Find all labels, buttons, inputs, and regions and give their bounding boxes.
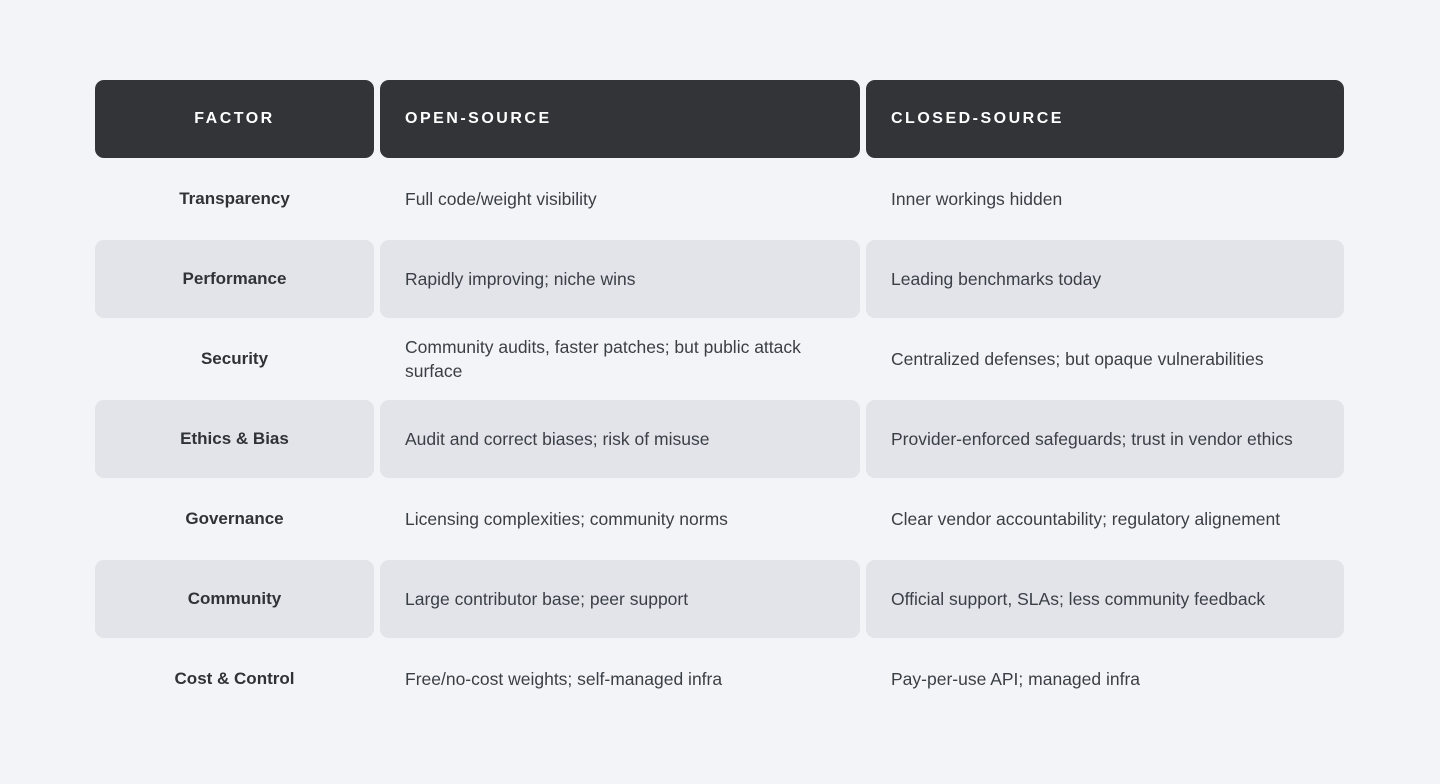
header-cell-open-source: OPEN-SOURCE — [380, 80, 860, 158]
open-source-cell: Licensing complexities; community norms — [405, 509, 728, 529]
table-header-row — [95, 80, 1344, 158]
factor-cell: Ethics & Bias — [95, 400, 374, 478]
table-row — [95, 480, 1344, 558]
factor-cell: Governance — [185, 509, 284, 528]
table-row — [95, 560, 1344, 638]
open-source-cell: Large contributor base; peer support — [380, 560, 860, 638]
factor-cell: Transparency — [179, 189, 290, 208]
closed-source-cell: Pay-per-use API; managed infra — [891, 669, 1141, 689]
factor-cell: Cost & Control — [174, 669, 295, 688]
header-cell-factor: FACTOR — [95, 80, 374, 158]
open-source-cell: Audit and correct biases; risk of misuse — [380, 400, 860, 478]
table-row — [95, 320, 1344, 398]
table-row — [95, 640, 1344, 718]
open-source-cell: Community audits, faster patches; but public attack surface — [405, 337, 801, 381]
header-cell-closed-source: CLOSED-SOURCE — [866, 80, 1344, 158]
table-row — [95, 160, 1344, 238]
closed-source-cell: Centralized defenses; but opaque vulnerabilities — [891, 349, 1264, 369]
closed-source-cell: Clear vendor accountability; regulatory alignement — [891, 509, 1281, 529]
open-source-cell: Rapidly improving; niche wins — [380, 240, 860, 318]
closed-source-cell: Provider-enforced safeguards; trust in vendor ethics — [866, 400, 1344, 478]
closed-source-cell: Inner workings hidden — [891, 189, 1063, 209]
comparison-table — [95, 80, 1344, 718]
factor-cell: Community — [95, 560, 374, 638]
open-source-cell: Full code/weight visibility — [405, 189, 597, 209]
closed-source-cell: Official support, SLAs; less community feedback — [866, 560, 1344, 638]
factor-cell: Performance — [95, 240, 374, 318]
closed-source-cell: Leading benchmarks today — [866, 240, 1344, 318]
table-row — [95, 240, 1344, 318]
table-row — [95, 400, 1344, 478]
factor-cell: Security — [200, 349, 269, 368]
open-source-cell: Free/no-cost weights; self-managed infra — [405, 669, 723, 689]
